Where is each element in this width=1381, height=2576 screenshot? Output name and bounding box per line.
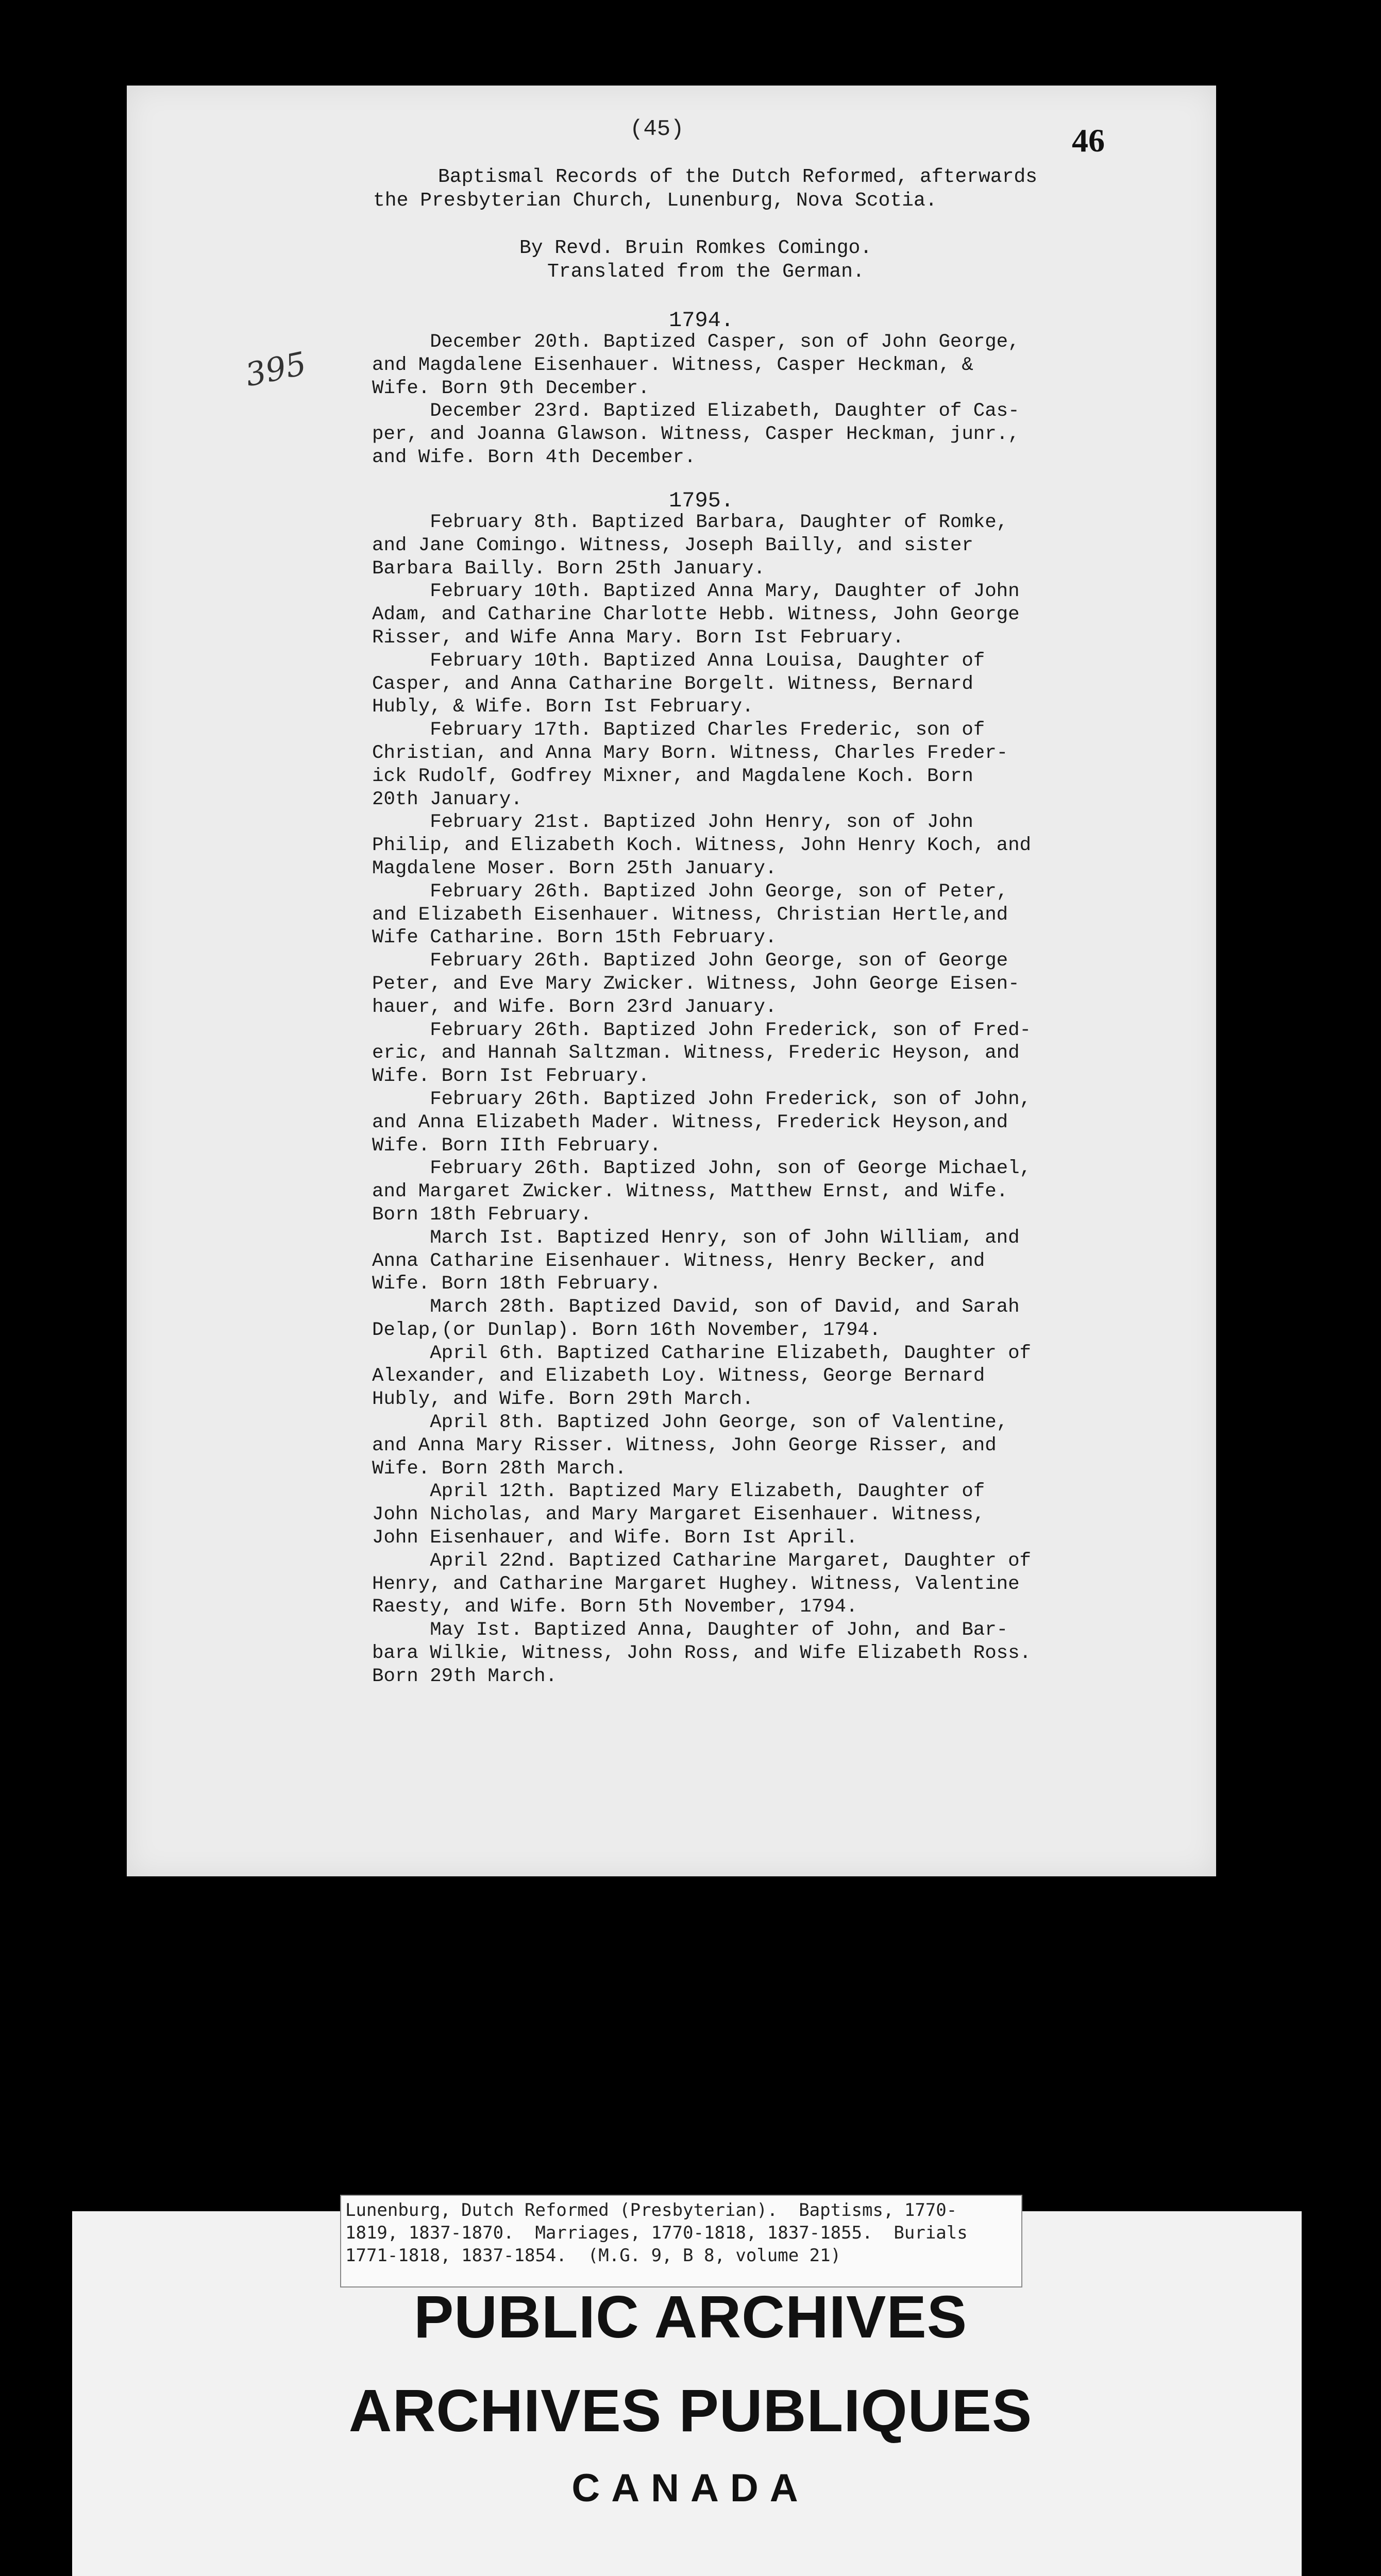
record-line: February 26th. Baptized John George, son of Peter, <box>372 880 1008 903</box>
record-line: Alexander, and Elizabeth Loy. Witness, George Bernard <box>372 1365 985 1387</box>
translation-note: Translated from the German. <box>547 261 865 283</box>
record-line: Henry, and Catharine Margaret Hughey. Witness, Valentine <box>372 1573 1020 1595</box>
record-line: February 8th. Baptized Barbara, Daughter of Romke, <box>372 512 1008 533</box>
record-line: March 28th. Baptized David, son of David, and Sarah <box>372 1296 1020 1318</box>
record-line: John Eisenhauer, and Wife. Born Ist April. <box>372 1527 858 1549</box>
record-line: and Margaret Zwicker. Witness, Matthew Ernst, and Wife. <box>372 1181 1008 1203</box>
archive-reference-line: 1819, 1837-1870. Marriages, 1770-1818, 1837-1855. Burials <box>345 2223 968 2243</box>
record-line: February 17th. Baptized Charles Frederic, son of <box>372 719 985 741</box>
folio-number: 46 <box>1072 122 1105 159</box>
record-line: Wife. Born 18th February. <box>372 1273 661 1295</box>
record-line: Born 18th February. <box>372 1204 592 1226</box>
record-line: December 20th. Baptized Casper, son of John George, <box>372 331 1020 353</box>
record-line: and Anna Mary Risser. Witness, John George Risser, and <box>372 1434 997 1456</box>
page-number: (45) <box>630 116 684 142</box>
record-line: February 10th. Baptized Anna Louisa, Daughter of <box>372 650 985 672</box>
record-line: Philip, and Elizabeth Koch. Witness, John Henry Koch, and <box>372 835 1031 857</box>
record-line: 20th January. <box>372 788 523 810</box>
record-line: February 26th. Baptized John Frederick, son of Fred- <box>372 1019 1031 1041</box>
record-line: Hubly, and Wife. Born 29th March. <box>372 1388 754 1411</box>
archive-name-french: ARCHIVES PUBLIQUES <box>348 2377 1033 2444</box>
archive-name-english: PUBLIC ARCHIVES <box>413 2283 968 2350</box>
year-heading-1795: 1795. <box>669 488 734 513</box>
records-1795 <box>372 511 1176 1688</box>
record-line: Delap,(or Dunlap). Born 16th November, 1794. <box>372 1319 881 1341</box>
record-line: ick Rudolf, Godfrey Mixner, and Magdalene Koch. Born <box>372 765 973 787</box>
record-line: Casper, and Anna Catharine Borgelt. Witness, Bernard <box>372 673 973 695</box>
record-line: and Elizabeth Eisenhauer. Witness, Christian Hertle,and <box>372 904 1008 926</box>
record-line: Christian, and Anna Mary Born. Witness, Charles Freder- <box>372 742 1008 764</box>
records-1794 <box>372 331 1176 469</box>
record-line: eric, and Hannah Saltzman. Witness, Frederic Heyson, and <box>372 1042 1020 1064</box>
record-line: April 12th. Baptized Mary Elizabeth, Daughter of <box>372 1481 985 1503</box>
year-heading-1794: 1794. <box>669 308 734 333</box>
archive-reference-line: Lunenburg, Dutch Reformed (Presbyterian). Baptisms, 1770- <box>345 2200 957 2221</box>
record-line: Wife. Born 9th December. <box>372 377 650 399</box>
author-byline: By Revd. Bruin Romkes Comingo. <box>519 237 872 259</box>
record-line: Adam, and Catharine Charlotte Hebb. Witness, John George <box>372 604 1020 626</box>
record-line: Risser, and Wife Anna Mary. Born Ist February. <box>372 626 904 649</box>
record-line: Barbara Bailly. Born 25th January. <box>372 557 765 580</box>
record-line: John Nicholas, and Mary Margaret Eisenhauer. Witness, <box>372 1504 985 1526</box>
record-line: and Wife. Born 4th December. <box>372 446 696 468</box>
record-line: Raesty, and Wife. Born 5th November, 1794. <box>372 1596 858 1618</box>
record-line: Wife. Born Ist February. <box>372 1065 650 1088</box>
record-line: Anna Catharine Eisenhauer. Witness, Henry Becker, and <box>372 1250 985 1272</box>
archive-reference-strip <box>340 2195 1022 2287</box>
record-line: February 10th. Baptized Anna Mary, Daughter of John <box>372 581 1020 603</box>
archive-country: CANADA <box>571 2466 810 2510</box>
record-line: Peter, and Eve Mary Zwicker. Witness, John George Eisen- <box>372 973 1020 995</box>
record-line: Magdalene Moser. Born 25th January. <box>372 857 777 879</box>
record-line: Born 29th March. <box>372 1665 558 1687</box>
record-line: and Jane Comingo. Witness, Joseph Bailly, and sister <box>372 534 973 556</box>
record-line: March Ist. Baptized Henry, son of John William, and <box>372 1227 1020 1249</box>
record-line: Wife Catharine. Born 15th February. <box>372 927 777 949</box>
record-line: and Anna Elizabeth Mader. Witness, Frederick Heyson,and <box>372 1111 1008 1133</box>
record-line: February 21st. Baptized John Henry, son of John <box>372 811 973 834</box>
record-line: per, and Joanna Glawson. Witness, Casper Heckman, junr., <box>372 423 1020 446</box>
document-title-line-2: the Presbyterian Church, Lunenburg, Nova Scotia. <box>373 190 937 212</box>
record-line: April 22nd. Baptized Catharine Margaret, Daughter of <box>372 1550 1031 1572</box>
margin-note: 395 <box>242 344 310 394</box>
record-line: Wife. Born 28th March. <box>372 1458 627 1480</box>
record-line: May Ist. Baptized Anna, Daughter of John, and Bar- <box>372 1619 1008 1641</box>
record-line: February 26th. Baptized John Frederick, son of John, <box>372 1088 1031 1110</box>
record-line: hauer, and Wife. Born 23rd January. <box>372 996 777 1018</box>
archive-reference-line: 1771-1818, 1837-1854. (M.G. 9, B 8, volume 21) <box>345 2245 841 2266</box>
record-line: bara Wilkie, Witness, John Ross, and Wife Elizabeth Ross. <box>372 1642 1031 1665</box>
record-line: February 26th. Baptized John George, son of George <box>372 950 1008 972</box>
record-line: Wife. Born IIth February. <box>372 1134 661 1157</box>
record-line: and Magdalene Eisenhauer. Witness, Casper Heckman, & <box>372 354 973 376</box>
record-line: April 6th. Baptized Catharine Elizabeth, Daughter of <box>372 1342 1031 1364</box>
record-line: Hubly, & Wife. Born Ist February. <box>372 696 754 718</box>
record-line: December 23rd. Baptized Elizabeth, Daughter of Cas- <box>372 400 1020 422</box>
record-line: April 8th. Baptized John George, son of Valentine, <box>372 1412 1008 1434</box>
document-title-line-1: Baptismal Records of the Dutch Reformed, afterwards <box>438 166 1037 188</box>
record-line: February 26th. Baptized John, son of George Michael, <box>372 1158 1031 1180</box>
